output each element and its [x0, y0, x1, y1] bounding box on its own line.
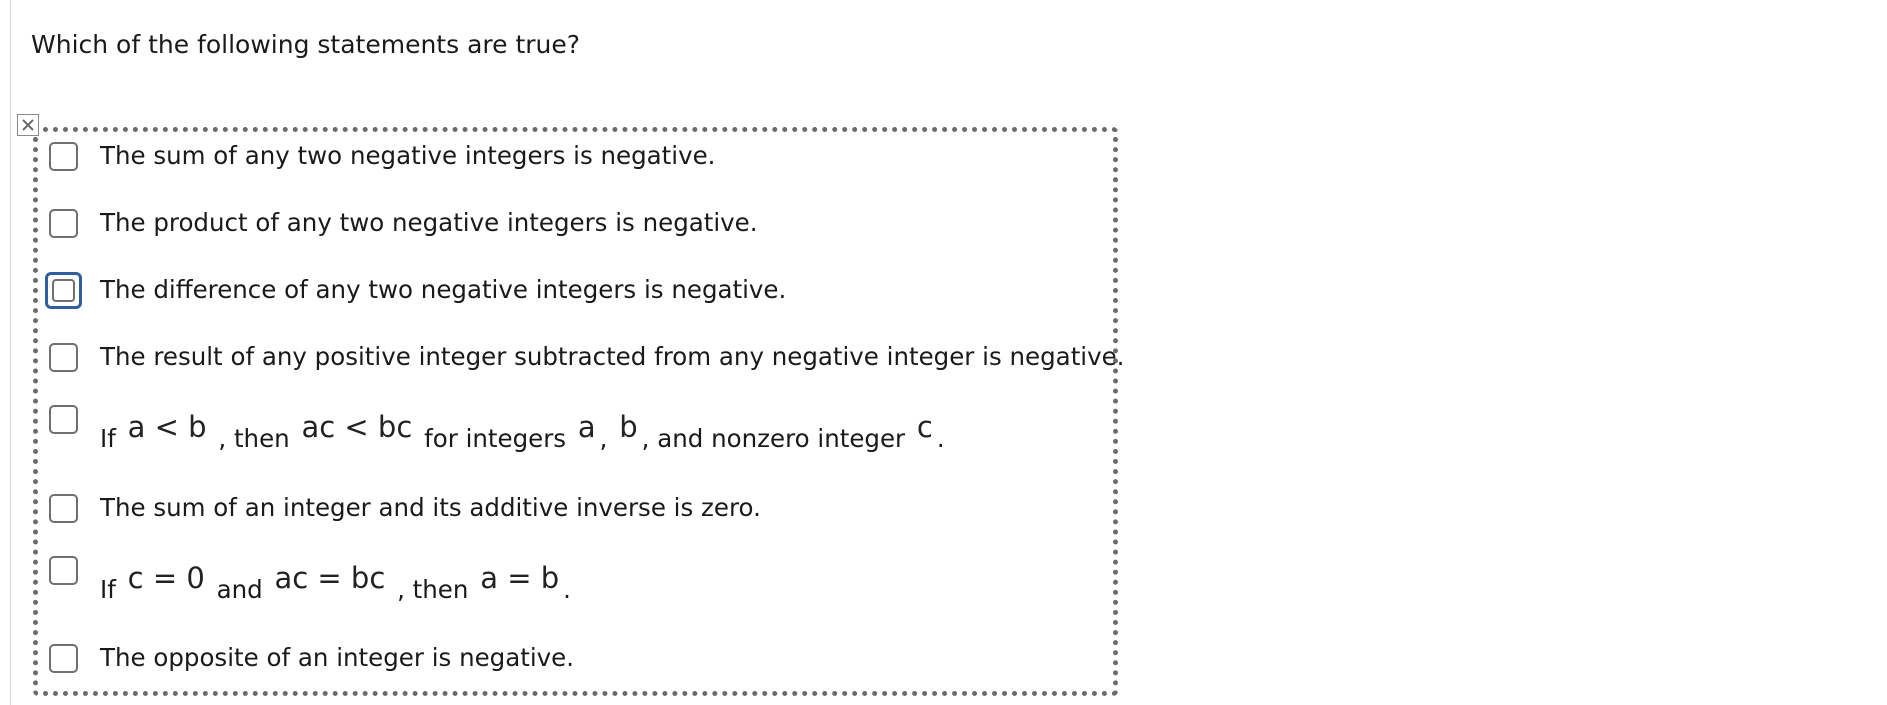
checkbox-2[interactable]	[49, 209, 78, 238]
question-text: Which of the following statements are true?	[31, 30, 581, 59]
option-7-period: .	[563, 575, 571, 604]
math-ac-lt-bc: ac < bc	[301, 410, 413, 444]
option-5-if: If	[100, 424, 116, 453]
option-5-for-integers: for integers	[424, 424, 567, 453]
math-c-eq-0: c = 0	[127, 561, 205, 595]
math-a-eq-b: a = b	[480, 561, 560, 595]
option-7-if: If	[100, 575, 116, 604]
close-icon[interactable]	[17, 114, 39, 136]
option-7-then: , then	[397, 575, 469, 604]
option-8-label: The opposite of an integer is negative.	[100, 643, 575, 672]
option-5-label	[100, 410, 945, 454]
checkbox-1[interactable]	[49, 142, 78, 171]
option-5-period: .	[936, 424, 945, 453]
option-2-label: The product of any two negative integers is negative.	[100, 208, 758, 237]
math-c: c	[916, 410, 933, 444]
math-b: b	[619, 410, 638, 444]
option-7-label	[100, 561, 571, 605]
option-5-and-nonzero: , and nonzero integer	[641, 424, 906, 453]
left-rule	[10, 0, 11, 705]
math-a-lt-b: a < b	[127, 410, 207, 444]
math-a: a	[577, 410, 596, 444]
math-ac-eq-bc: ac = bc	[274, 561, 386, 595]
checkbox-5[interactable]	[49, 405, 78, 434]
checkbox-8[interactable]	[49, 644, 78, 673]
checkbox-7[interactable]	[49, 556, 78, 585]
option-7-and: and	[216, 575, 263, 604]
option-5-then: , then	[218, 424, 290, 453]
option-6-label: The sum of an integer and its additive inverse is zero.	[100, 493, 761, 522]
checkbox-4[interactable]	[49, 343, 78, 372]
option-3-label: The difference of any two negative integers is negative.	[100, 275, 787, 304]
option-4-label: The result of any positive integer subtracted from any negative integer is negative.	[100, 342, 1125, 371]
option-5-comma: ,	[599, 424, 608, 453]
option-1-label: The sum of any two negative integers is negative.	[100, 141, 716, 170]
checkbox-6[interactable]	[49, 494, 78, 523]
close-icon-glyph	[21, 118, 35, 132]
checkbox-3[interactable]	[45, 272, 82, 309]
